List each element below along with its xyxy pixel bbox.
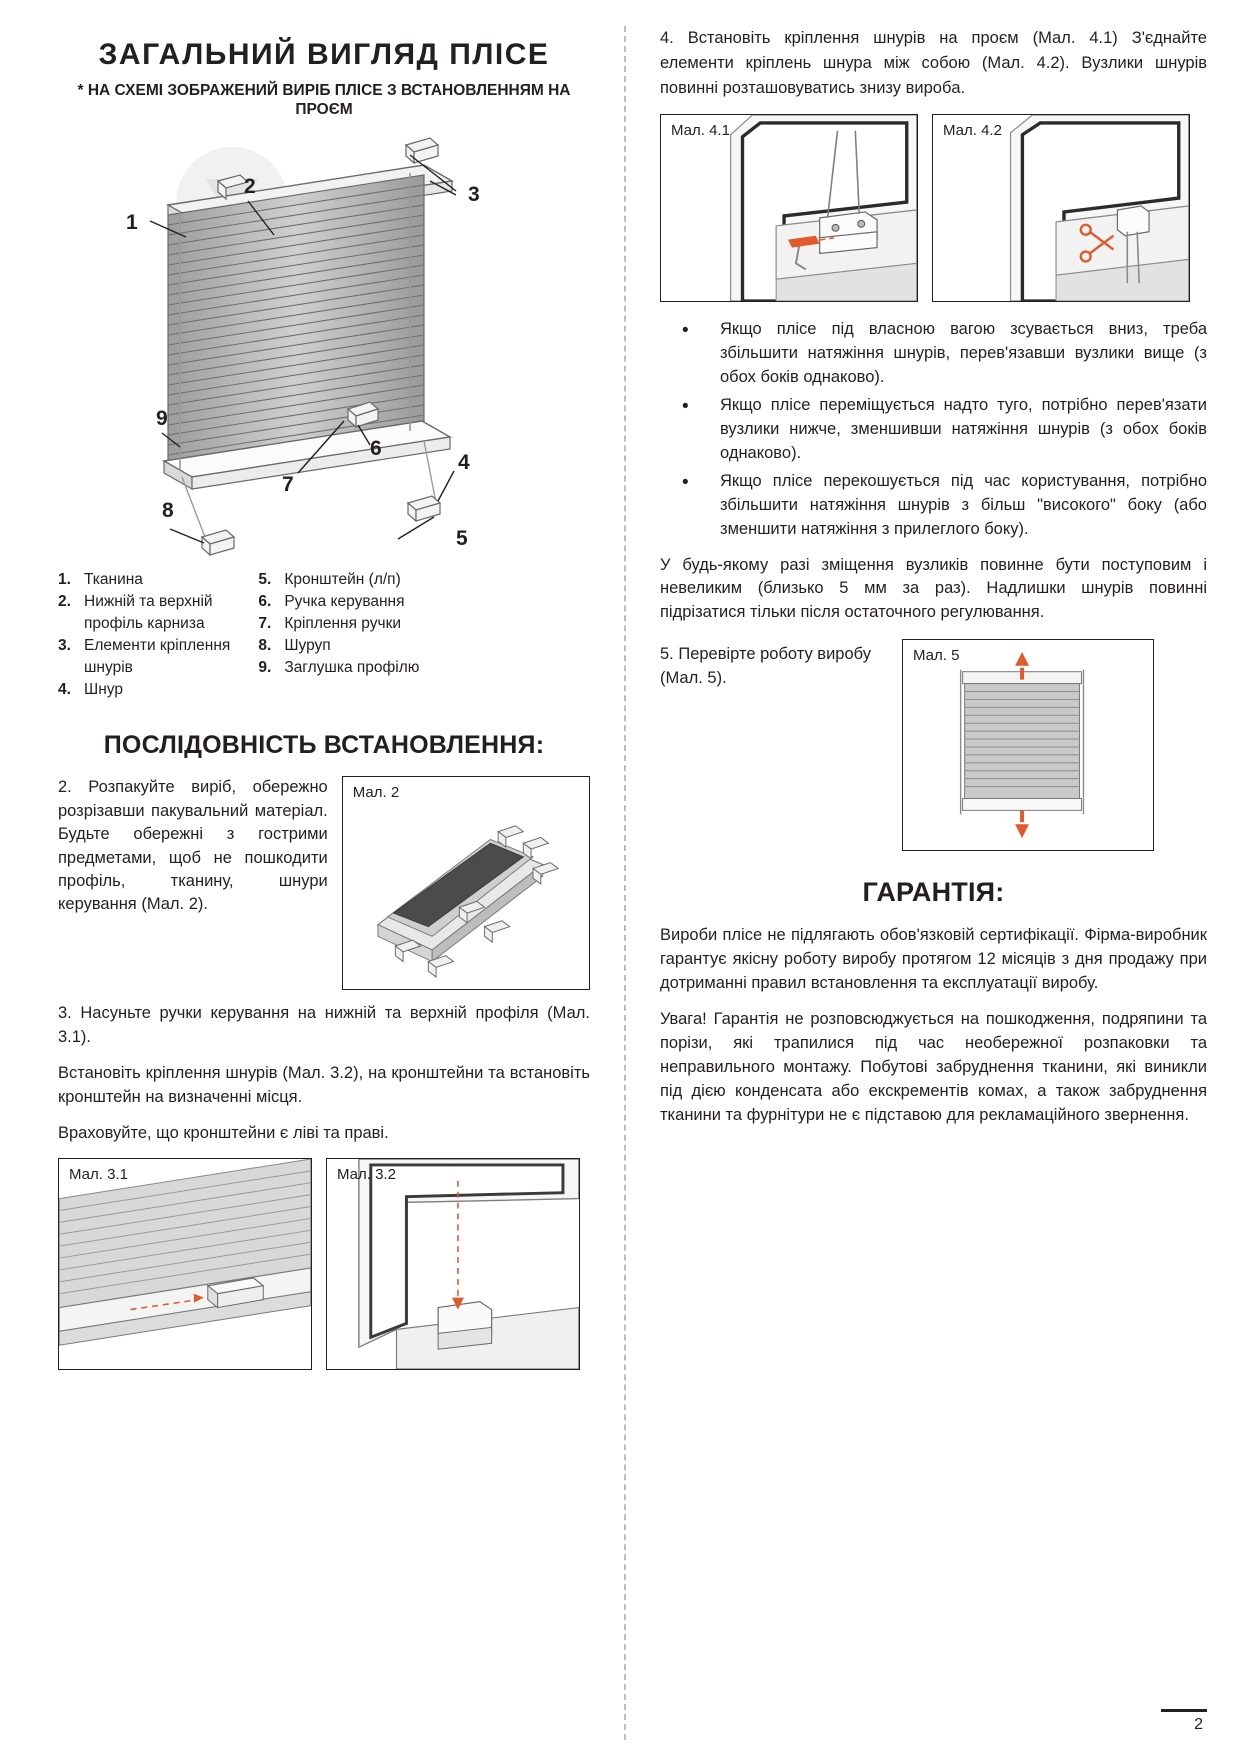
right-column — [632, 26, 1215, 1740]
legend — [58, 569, 590, 701]
svg-text:6: 6 — [370, 437, 382, 461]
figure-3-1-caption: Мал. 3.1 — [69, 1165, 128, 1183]
list-item — [58, 569, 230, 591]
list-item — [58, 591, 230, 613]
figure-4-1 — [660, 114, 918, 302]
svg-text:5: 5 — [456, 527, 468, 551]
list-item — [258, 657, 419, 679]
step-3-line-3: Враховуйте, що кронштейни є ліві та праві. — [58, 1123, 389, 1142]
list-item-cont — [58, 613, 230, 635]
section-title-installation: ПОСЛІДОВНІСТЬ ВСТАНОВЛЕННЯ: — [103, 731, 545, 760]
figure-2-illustration — [343, 777, 589, 989]
figures-3-row — [58, 1158, 590, 1370]
legend-number: 4. — [58, 681, 71, 699]
svg-text:3: 3 — [468, 183, 480, 207]
step-4-text: 4. Встановіть кріплення шнурів на проєм (Мал. 4.1) З'єднайте елементи кріплень шнура між собою (Мал. 4.2). Вузлики шнурів повинні розташовуватись знизу виробa. — [660, 29, 1207, 97]
step-3-line-2: Встановіть кріплення шнурів (Мал. 3.2), на кронштейни та встановіть кронштейн на визначенні місця. — [58, 1064, 590, 1107]
figure-5 — [902, 639, 1154, 851]
legend-label: Заглушка профілю — [284, 659, 420, 677]
adjustment-note: У будь-якому разі зміщення вузликів повинне бути поступовим і невеликим (близько 5 мм за раз). Надлишки шнурів повинні підрізатися тільки після остаточного регулювання. — [660, 555, 1207, 622]
list-item-cont — [58, 657, 230, 679]
legend-label: Ручка керування — [284, 593, 405, 611]
footer-rule — [1161, 1709, 1207, 1712]
figure-4-1-illustration — [661, 115, 917, 301]
list-item — [58, 679, 230, 701]
list-item — [258, 591, 419, 613]
svg-text:8: 8 — [162, 499, 174, 523]
list-item — [58, 635, 230, 657]
figures-4-row — [660, 114, 1207, 302]
legend-label: Тканина — [84, 571, 143, 589]
page-subtitle: * НА СХЕМІ ЗОБРАЖЕНИЙ ВИРІБ ПЛІСЕ З ВСТАНОВЛЕННЯМ НА ПРОЄМ — [77, 81, 571, 118]
legend-number: 2. — [58, 593, 71, 611]
left-column — [30, 26, 618, 1740]
step-2-row — [58, 776, 590, 990]
figure-4-2 — [932, 114, 1190, 302]
figure-3-1-illustration — [59, 1159, 311, 1369]
legend-number: 8. — [258, 637, 272, 655]
list-item: • Якщо пліcе під власною вагою зсувається вниз, треба збільшити натяжіння шнурів, перев'язавши вузлики вище (з обох боків однаково). — [664, 318, 1207, 390]
legend-column-right — [258, 569, 419, 701]
warranty-paragraph-2: Увага! Гарантія не розповсюджується на пошкодження, подряпини та порізи, які трапилися під час необережної розпаковки та неправильного монтажу. Побутові забруднення тканини, які виникли під дією конденсата або екскрементів комах, а також забруднення тканини та фурнітури не є підставою для рекламаційного звернення. — [660, 1010, 1207, 1124]
legend-label: Нижній та верхній — [84, 593, 213, 611]
svg-text:7: 7 — [282, 473, 294, 497]
legend-number: 6. — [258, 593, 272, 611]
legend-label: Кріплення ручки — [284, 615, 402, 633]
svg-text:9: 9 — [156, 407, 168, 431]
list-item: • Якщо пліcе перекошується під час користування, потрібно збільшити натяжіння шнурів з більш "високого" боку (або зменшити натяжіння з прилеглого боку). — [664, 470, 1207, 542]
list-item — [258, 635, 419, 657]
page-number: 2 — [1194, 1716, 1203, 1733]
figure-5-illustration — [903, 640, 1153, 850]
section-title-warranty: ГАРАНТІЯ: — [862, 877, 1005, 908]
figure-3-2-illustration — [327, 1159, 579, 1369]
legend-number: 1. — [58, 571, 71, 589]
adjustment-tips — [660, 318, 1207, 541]
legend-label: Елементи кріплення — [84, 637, 231, 655]
warranty-paragraph-1: Вироби пліcе не підлягають обов'язковій сертифікації. Фірма-виробник гарантує якісну роботу виробу протягом 12 місяців з дня продажу при дотриманні правил встановлення та експлуатації виробу. — [660, 926, 1207, 993]
step-2-text: 2. Розпакуйте виріб, обережно розрізавши пакувальний матеріал. Будьте обережні з гострими предметами, щоб не пошкодити профіль, тканину, шнури керування (Мал. 2). — [58, 778, 328, 914]
step-5-row — [660, 639, 1207, 851]
figure-4-2-illustration — [933, 115, 1189, 301]
legend-label-2: шнурів — [84, 659, 133, 677]
list-item: • Якщо пліcе переміщується надто туго, потрібно перев'язати вузлики нижче, зменшивши натяжіння шнурів (з обох боків однаково). — [664, 394, 1207, 466]
figure-3-2 — [326, 1158, 580, 1370]
column-divider — [624, 26, 626, 1740]
legend-label: Кронштейн (л/п) — [284, 571, 401, 589]
legend-label: Шуруп — [284, 637, 331, 655]
svg-text:4: 4 — [458, 451, 470, 475]
list-item — [258, 613, 419, 635]
figure-4-1-caption: Мал. 4.1 — [671, 122, 730, 140]
figure-2-caption: Мал. 2 — [352, 784, 400, 802]
legend-label: Шнур — [84, 681, 123, 699]
svg-text:2: 2 — [244, 175, 256, 199]
overview-diagram — [58, 125, 590, 565]
page-title: ЗАГАЛЬНИЙ ВИГЛЯД ПЛІСЕ — [98, 38, 550, 71]
step-5-text: 5. Перевірте роботу виробу (Мал. 5). — [660, 645, 871, 688]
figure-4-2-caption: Мал. 4.2 — [943, 122, 1002, 140]
figure-5-caption: Мал. 5 — [913, 647, 960, 665]
legend-column-left — [58, 569, 230, 701]
legend-label-2: профіль карниза — [84, 615, 205, 633]
figure-2 — [342, 776, 590, 990]
svg-text:1: 1 — [126, 211, 138, 235]
list-item — [258, 569, 419, 591]
legend-number: 5. — [258, 571, 272, 589]
figure-3-1 — [58, 1158, 312, 1370]
legend-number: 3. — [58, 637, 71, 655]
legend-number: 9. — [258, 659, 272, 677]
step-3-line-1: 3. Насуньте ручки керування на нижній та верхній профіля (Мал. 3.1). — [58, 1004, 590, 1047]
legend-number: 7. — [258, 615, 272, 633]
figure-3-2-caption: Мал. 3.2 — [337, 1165, 396, 1183]
pleated-blind-illustration — [58, 125, 590, 565]
